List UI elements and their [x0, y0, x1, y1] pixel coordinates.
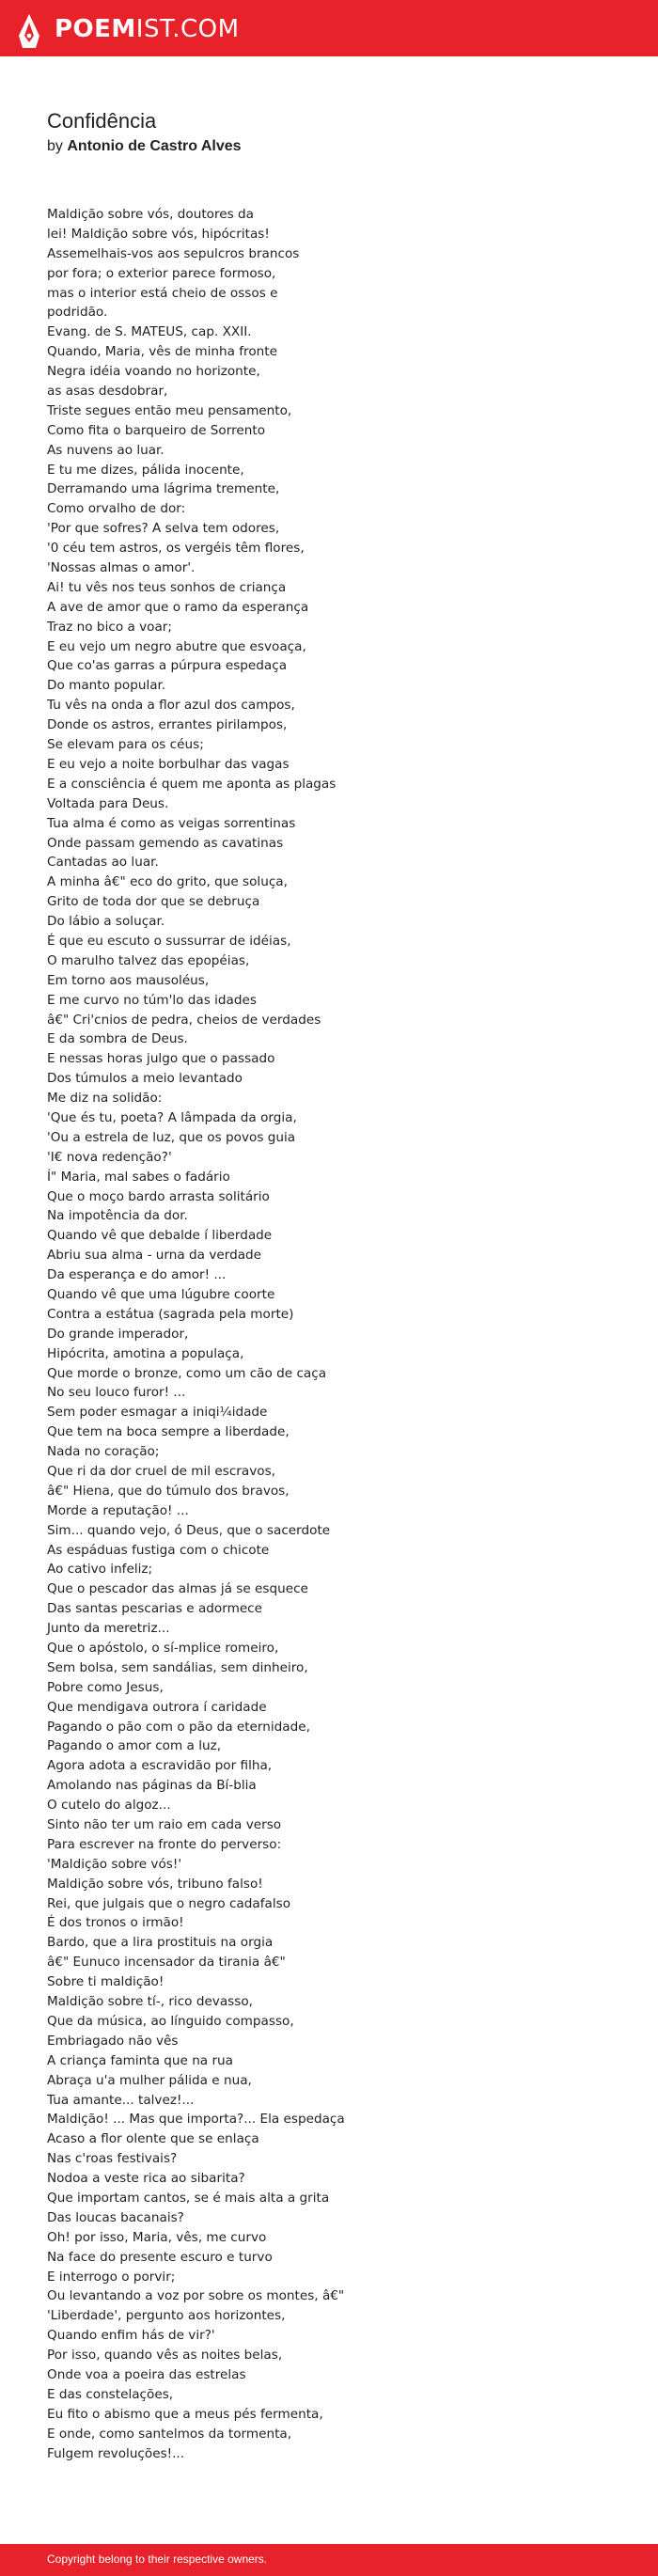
poem-line: Que importam cantos, se é mais alta a grita	[47, 2190, 330, 2206]
poem-line: Maldição sobre tí-, rico devasso,	[47, 1994, 253, 2010]
poem-line: 'I€ nova redenção?'	[47, 1149, 172, 1165]
poem-line: 'Por que sofres? A selva tem odores,	[47, 521, 280, 537]
poem-line: Sinto não ter um raio em cada verso	[47, 1817, 282, 1833]
poem-line: Do lábio a soluçar.	[47, 914, 165, 930]
poem-line: As espáduas fustiga com o chicote	[47, 1542, 270, 1558]
site-logo-link[interactable]	[17, 11, 240, 50]
poem-line: 'Que és tu, poeta? A lâmpada da orgia,	[47, 1109, 297, 1125]
poem-line: Por isso, quando vês as noites belas,	[47, 2348, 283, 2364]
poem-line: Morde a reputação! ...	[47, 1502, 189, 1518]
poem-line: A ave de amor que o ramo da esperança	[47, 599, 309, 615]
poem-line: Amolando nas páginas da Bí-blia	[47, 1778, 257, 1794]
poem-line: Que co'as garras a púrpura espedaça	[47, 658, 288, 674]
poem-line: Quando vê que debalde í liberdade	[47, 1228, 273, 1244]
poem-line: É dos tronos o irmão!	[47, 1915, 184, 1931]
brand-name	[55, 11, 240, 50]
copyright-text: Copyright belong to their respective owners.	[47, 2552, 268, 2566]
poem-line: A minha â€" eco do grito, que soluça,	[47, 874, 288, 890]
poem-line: por fora; o exterior parece formoso,	[47, 265, 276, 281]
poem-line: '0 céu tem astros, os vergéis têm flores,	[47, 541, 305, 557]
poem-line: Oh! por isso, Maria, vês, me curvo	[47, 2229, 267, 2245]
poem-line: Negra idéia voando no horizonte,	[47, 364, 260, 380]
poem-line: Rei, que julgais que o negro cadafalso	[47, 1895, 291, 1911]
poem-line: Sim... quando vejo, ó Deus, que o sacerdote	[47, 1522, 331, 1538]
poem-line: Onde passam gemendo as cavatinas	[47, 835, 284, 851]
byline	[47, 138, 242, 155]
poem-line: Sobre ti maldição!	[47, 1974, 164, 1990]
poem-line: Triste segues então meu pensamento,	[47, 402, 292, 418]
poem-line: Nodoa a veste rica ao sibarita?	[47, 2171, 245, 2187]
poem-line: Donde os astros, errantes pirilampos,	[47, 717, 288, 733]
poem-line: E eu vejo um negro abutre que esvoaça,	[47, 638, 306, 654]
poem-line: Abriu sua alma - urna da verdade	[47, 1248, 262, 1264]
poem-line: E da sombra de Deus.	[47, 1031, 188, 1047]
poem-line: â€" Cri'cnios de pedra, cheios de verdades	[47, 1012, 321, 1028]
poem-title: Confidência	[47, 109, 157, 133]
poem-line: Agora adota a escravidão por filha,	[47, 1758, 273, 1774]
poem-line: Que tem na boca sempre a liberdade,	[47, 1424, 290, 1440]
poem-line: Tu vês na onda a flor azul dos campos,	[47, 698, 295, 714]
poem-line: Que morde o bronze, como um cão de caça	[47, 1365, 327, 1381]
poem-line: Maldição sobre vós, doutores da	[47, 207, 254, 222]
poem-line: Quando vê que uma lúgubre coorte	[47, 1286, 275, 1302]
poem-line: Nas c'roas festivais?	[47, 2151, 178, 2167]
poem-line: Abraça u'a mulher pálida e nua,	[47, 2072, 252, 2088]
poem-line: Ai! tu vês nos teus sonhos de criança	[47, 579, 287, 595]
poem-line: 'Ou a estrela de luz, que os povos guia	[47, 1129, 296, 1145]
poem-line: Acaso a flor olente que se enlaça	[47, 2131, 259, 2147]
poem-line: 'Maldição sobre vós!'	[47, 1856, 182, 1872]
poem-line: Ao cativo infeliz;	[47, 1562, 153, 1578]
poem-line: Dos túmulos a meio levantado	[47, 1071, 243, 1087]
poem-line: E das constelações,	[47, 2386, 174, 2402]
poem-line: Da esperança e do amor! ...	[47, 1267, 227, 1283]
poem-line: Pagando o pão com o pão da eternidade,	[47, 1719, 310, 1735]
poem-line: Pobre como Jesus,	[47, 1679, 164, 1695]
poem-line: Se elevam para os céus;	[47, 737, 204, 753]
poem-line: Contra a estátua (sagrada pela morte)	[47, 1306, 294, 1322]
poem-line: Em torno aos mausoléus,	[47, 972, 210, 988]
poem-line: E a consciência é quem me aponta as plagas	[47, 776, 337, 792]
poem-line: â€" Hiena, que do túmulo dos bravos,	[47, 1483, 290, 1499]
poem-line: Nada no coração;	[47, 1444, 160, 1460]
poem-line: Pagando o amor com a luz,	[47, 1738, 222, 1754]
poem-line: Que mendigava outrora í caridade	[47, 1699, 267, 1715]
header-bar	[0, 0, 658, 56]
poem-line: Tua amante... talvez!...	[47, 2092, 195, 2108]
poem-line: lei! Maldição sobre vós, hipócritas!	[47, 226, 270, 242]
poem-line: Para escrever na fronte do perverso:	[47, 1836, 282, 1852]
poem-line: Que o apóstolo, o sí-mplice romeiro,	[47, 1641, 279, 1657]
poem-line: Junto da meretriz...	[47, 1621, 170, 1637]
poem-line: As nuvens ao luar.	[47, 442, 164, 458]
poem-line: E onde, como santelmos da tormenta,	[47, 2426, 292, 2442]
poem-line: 'Nossas almas o amor'.	[47, 560, 196, 576]
poem-line: podridão.	[47, 305, 108, 321]
poem-line: Quando, Maria, vês de minha fronte	[47, 344, 277, 360]
poem-line: Cantadas ao luar.	[47, 855, 159, 871]
poem-line: Maldição! ... Mas que importa?... Ela espedaça	[47, 2112, 345, 2128]
poem-line: Me diz na solidão:	[47, 1091, 163, 1107]
poem-line: Que o pescador das almas já se esquece	[47, 1581, 308, 1597]
poem-line: A criança faminta que na rua	[47, 2052, 233, 2068]
author-link[interactable]: Antonio de Castro Alves	[67, 138, 242, 154]
poem-line: Grito de toda dor que se debruça	[47, 894, 260, 910]
poem-line: Maldição sobre vós, tribuno falso!	[47, 1876, 263, 1892]
poem-line: Voltada para Deus.	[47, 795, 169, 811]
poem-line: Na face do presente escuro e turvo	[47, 2249, 273, 2265]
poem-line: Fulgem revoluções!...	[47, 2445, 185, 2461]
pen-nib-icon	[17, 13, 41, 49]
poem-line: E nessas horas julgo que o passado	[47, 1051, 275, 1067]
poem-line: Embriagado não vês	[47, 2033, 179, 2049]
poem-line: Í" Maria, mal sabes o fadário	[47, 1169, 230, 1185]
poem-line: â€" Eunuco incensador da tirania â€"	[47, 1955, 286, 1971]
poem-line: E eu vejo a noite borbulhar das vagas	[47, 756, 290, 772]
poem-line: Eu fito o abismo que a meus pés fermenta,	[47, 2406, 323, 2422]
brand-bold: POEM	[55, 15, 136, 43]
poem-line: E interrogo o porvir;	[47, 2269, 176, 2285]
poem-line: Sem poder esmagar a iniqi¼idade	[47, 1405, 268, 1421]
poem-line: Que ri da dor cruel de mil escravos,	[47, 1464, 275, 1479]
poem-line: Do manto popular.	[47, 678, 166, 694]
poem-body	[47, 205, 611, 2463]
poem-line: E me curvo no túm'lo das idades	[47, 992, 257, 1008]
poem-line: O cutelo do algoz...	[47, 1798, 171, 1814]
poem-line: O marulho talvez das epopéias,	[47, 952, 250, 968]
poem-line: Tua alma é como as veigas sorrentinas	[47, 815, 296, 831]
poem-line: Onde voa a poeira das estrelas	[47, 2366, 246, 2382]
poem-line: Hipócrita, amotina a populaça,	[47, 1345, 244, 1361]
poem-line: Bardo, que a lira prostituis na orgia	[47, 1935, 274, 1951]
poem-line: Evang. de S. MATEUS, cap. XXII.	[47, 324, 252, 340]
poem-line: Como orvalho de dor:	[47, 501, 186, 517]
poem-line: Que da música, ao línguido compasso,	[47, 2013, 294, 2029]
by-label: by	[47, 138, 63, 154]
poem-line: Na impotência da dor.	[47, 1208, 188, 1224]
poem-line: Que o moço bardo arrasta solitário	[47, 1188, 270, 1204]
poem-line: Ou levantando a voz por sobre os montes, â€"	[47, 2288, 345, 2304]
poem-line: Das santas pescarias e adormece	[47, 1601, 263, 1617]
poem-line: Como fita o barqueiro de Sorrento	[47, 422, 266, 438]
poem-line: 'Liberdade', pergunto aos horizontes,	[47, 2308, 286, 2324]
poem-line: Assemelhais-vos aos sepulcros brancos	[47, 245, 300, 261]
footer-bar	[0, 2544, 658, 2576]
poem-line: Derramando uma lágrima tremente,	[47, 481, 280, 497]
brand-light: IST.COM	[135, 15, 240, 43]
poem-line: Das loucas bacanais?	[47, 2209, 184, 2225]
poem-line: as asas desdobrar,	[47, 384, 168, 400]
poem-line: Traz no bico a voar;	[47, 619, 172, 635]
poem-line: E tu me dizes, pálida inocente,	[47, 462, 244, 478]
poem-line: mas o interior está cheio de ossos e	[47, 285, 278, 301]
poem-line: Sem bolsa, sem sandálias, sem dinheiro,	[47, 1659, 308, 1675]
poem-line: É que eu escuto o sussurrar de idéias,	[47, 933, 291, 949]
poem-line: Quando enfim hás de vir?'	[47, 2328, 215, 2344]
poem-line: Do grande imperador,	[47, 1326, 189, 1342]
poem-line: No seu louco furor! ...	[47, 1385, 186, 1401]
